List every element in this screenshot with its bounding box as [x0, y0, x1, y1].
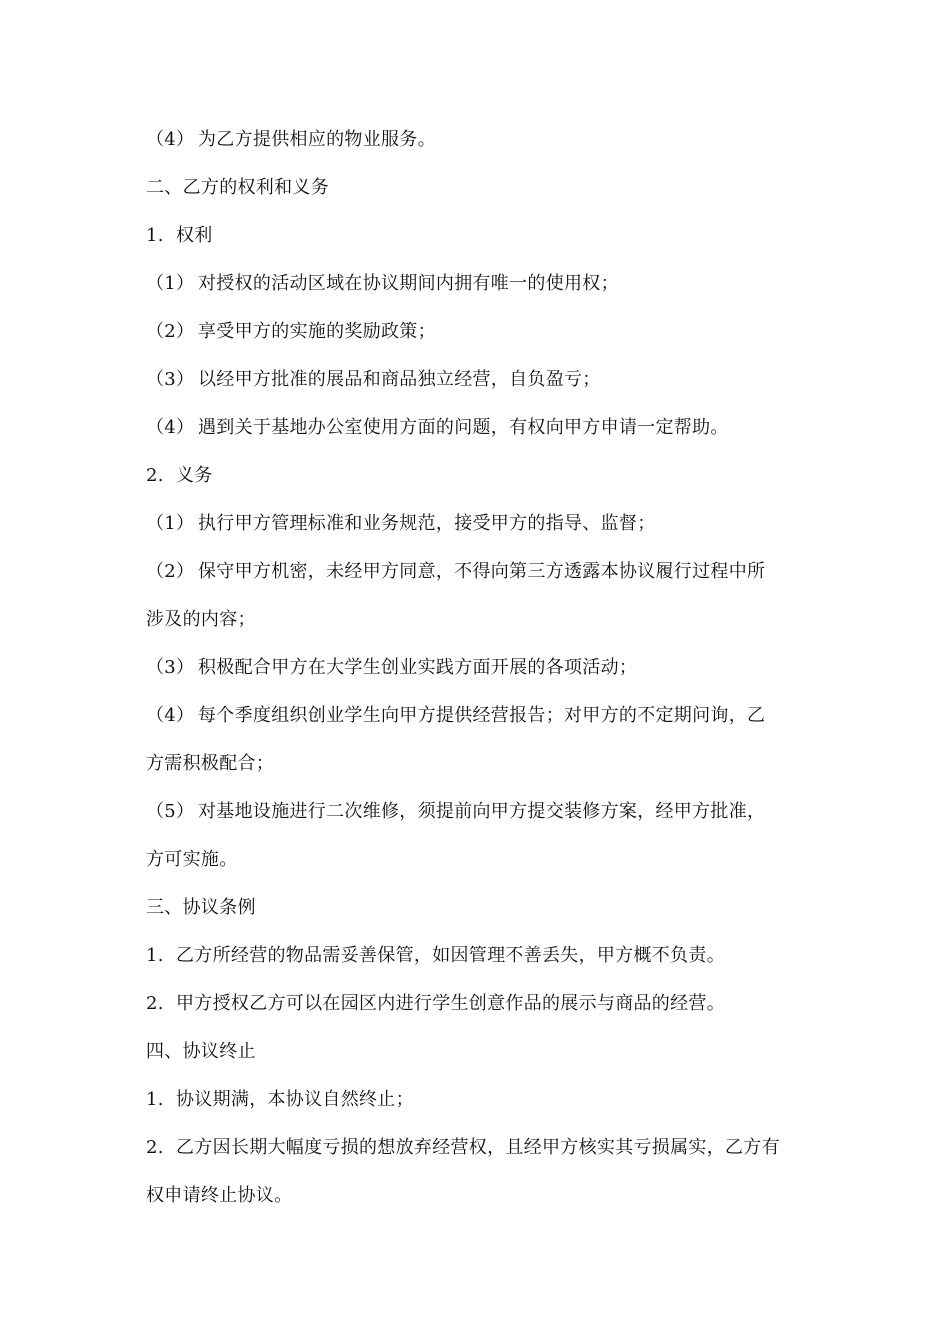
clause-line — [146, 704, 765, 728]
clause-text: 每个季度组织创业学生向甲方提供经营报告；对甲方的不定期问询，乙 — [198, 705, 766, 726]
clause-line — [146, 560, 765, 584]
clause-text: 遇到关于基地办公室使用方面的问题，有权向甲方申请一定帮助。 — [198, 417, 729, 438]
clause-line — [146, 368, 601, 392]
clause-text: 方可实施。 — [146, 849, 238, 870]
clause-number: （4） — [146, 129, 195, 150]
clause-continuation — [146, 608, 256, 632]
clause-line — [146, 512, 656, 536]
clause-line — [146, 656, 637, 680]
clause-text: 对基地设施进行二次维修，须提前向甲方提交装修方案，经甲方批准， — [198, 801, 766, 822]
section-heading — [146, 896, 256, 920]
clause-number: 1. — [146, 1089, 164, 1110]
clause-continuation — [146, 848, 238, 872]
clause-text: 保守甲方机密，未经甲方同意，不得向第三方透露本协议履行过程中所 — [198, 561, 766, 582]
clause-number: 2. — [146, 993, 164, 1014]
clause-text: 方需积极配合； — [146, 753, 275, 774]
clause-text: 涉及的内容； — [146, 609, 256, 630]
clause-continuation — [146, 752, 274, 776]
clause-line — [146, 1136, 780, 1160]
clause-number: 2. — [146, 465, 164, 486]
section-heading — [146, 1040, 256, 1064]
clause-line — [146, 800, 765, 824]
clause-number: （4） — [146, 417, 195, 438]
clause-number: （4） — [146, 705, 195, 726]
clause-text: 乙方因长期大幅度亏损的想放弃经营权，且经甲方核实其亏损属实，乙方有 — [176, 1137, 780, 1158]
clause-line — [146, 272, 619, 296]
clause-text: 义务 — [176, 465, 213, 486]
clause-number: 2. — [146, 1137, 164, 1158]
clause-line — [146, 944, 725, 968]
clause-text: 权申请终止协议。 — [146, 1185, 293, 1206]
clause-text: 权利 — [176, 225, 213, 246]
subsection-heading — [146, 224, 213, 248]
clause-text: 二、乙方的权利和义务 — [146, 177, 329, 198]
subsection-heading — [146, 464, 213, 488]
clause-text: 四、协议终止 — [146, 1041, 256, 1062]
clause-line — [146, 320, 436, 344]
clause-text: 协议期满，本协议自然终止； — [176, 1089, 414, 1110]
clause-number: （1） — [146, 273, 195, 294]
clause-continuation — [146, 1184, 292, 1208]
clause-line — [146, 992, 725, 1016]
clause-number: （2） — [146, 561, 195, 582]
clause-text: 三、协议条例 — [146, 897, 256, 918]
clause-number: （3） — [146, 369, 195, 390]
clause-text: 积极配合甲方在大学生创业实践方面开展的各项活动； — [198, 657, 638, 678]
clause-number: 1. — [146, 945, 164, 966]
clause-text: 对授权的活动区域在协议期间内拥有唯一的使用权； — [198, 273, 619, 294]
clause-line — [146, 128, 436, 152]
clause-text: 执行甲方管理标准和业务规范，接受甲方的指导、监督； — [198, 513, 656, 534]
clause-text: 为乙方提供相应的物业服务。 — [198, 129, 436, 150]
clause-text: 乙方所经营的物品需妥善保管，如因管理不善丢失，甲方概不负责。 — [176, 945, 725, 966]
clause-text: 甲方授权乙方可以在园区内进行学生创意作品的展示与商品的经营。 — [176, 993, 725, 1014]
clause-text: 以经甲方批准的展品和商品独立经营，自负盈亏； — [198, 369, 601, 390]
clause-number: （3） — [146, 657, 195, 678]
clause-number: 1. — [146, 225, 164, 246]
section-heading — [146, 176, 329, 200]
clause-number: （2） — [146, 321, 195, 342]
clause-number: （5） — [146, 801, 195, 822]
clause-line — [146, 416, 729, 440]
clause-number: （1） — [146, 513, 195, 534]
clause-text: 享受甲方的实施的奖励政策； — [198, 321, 436, 342]
clause-line — [146, 1088, 414, 1112]
